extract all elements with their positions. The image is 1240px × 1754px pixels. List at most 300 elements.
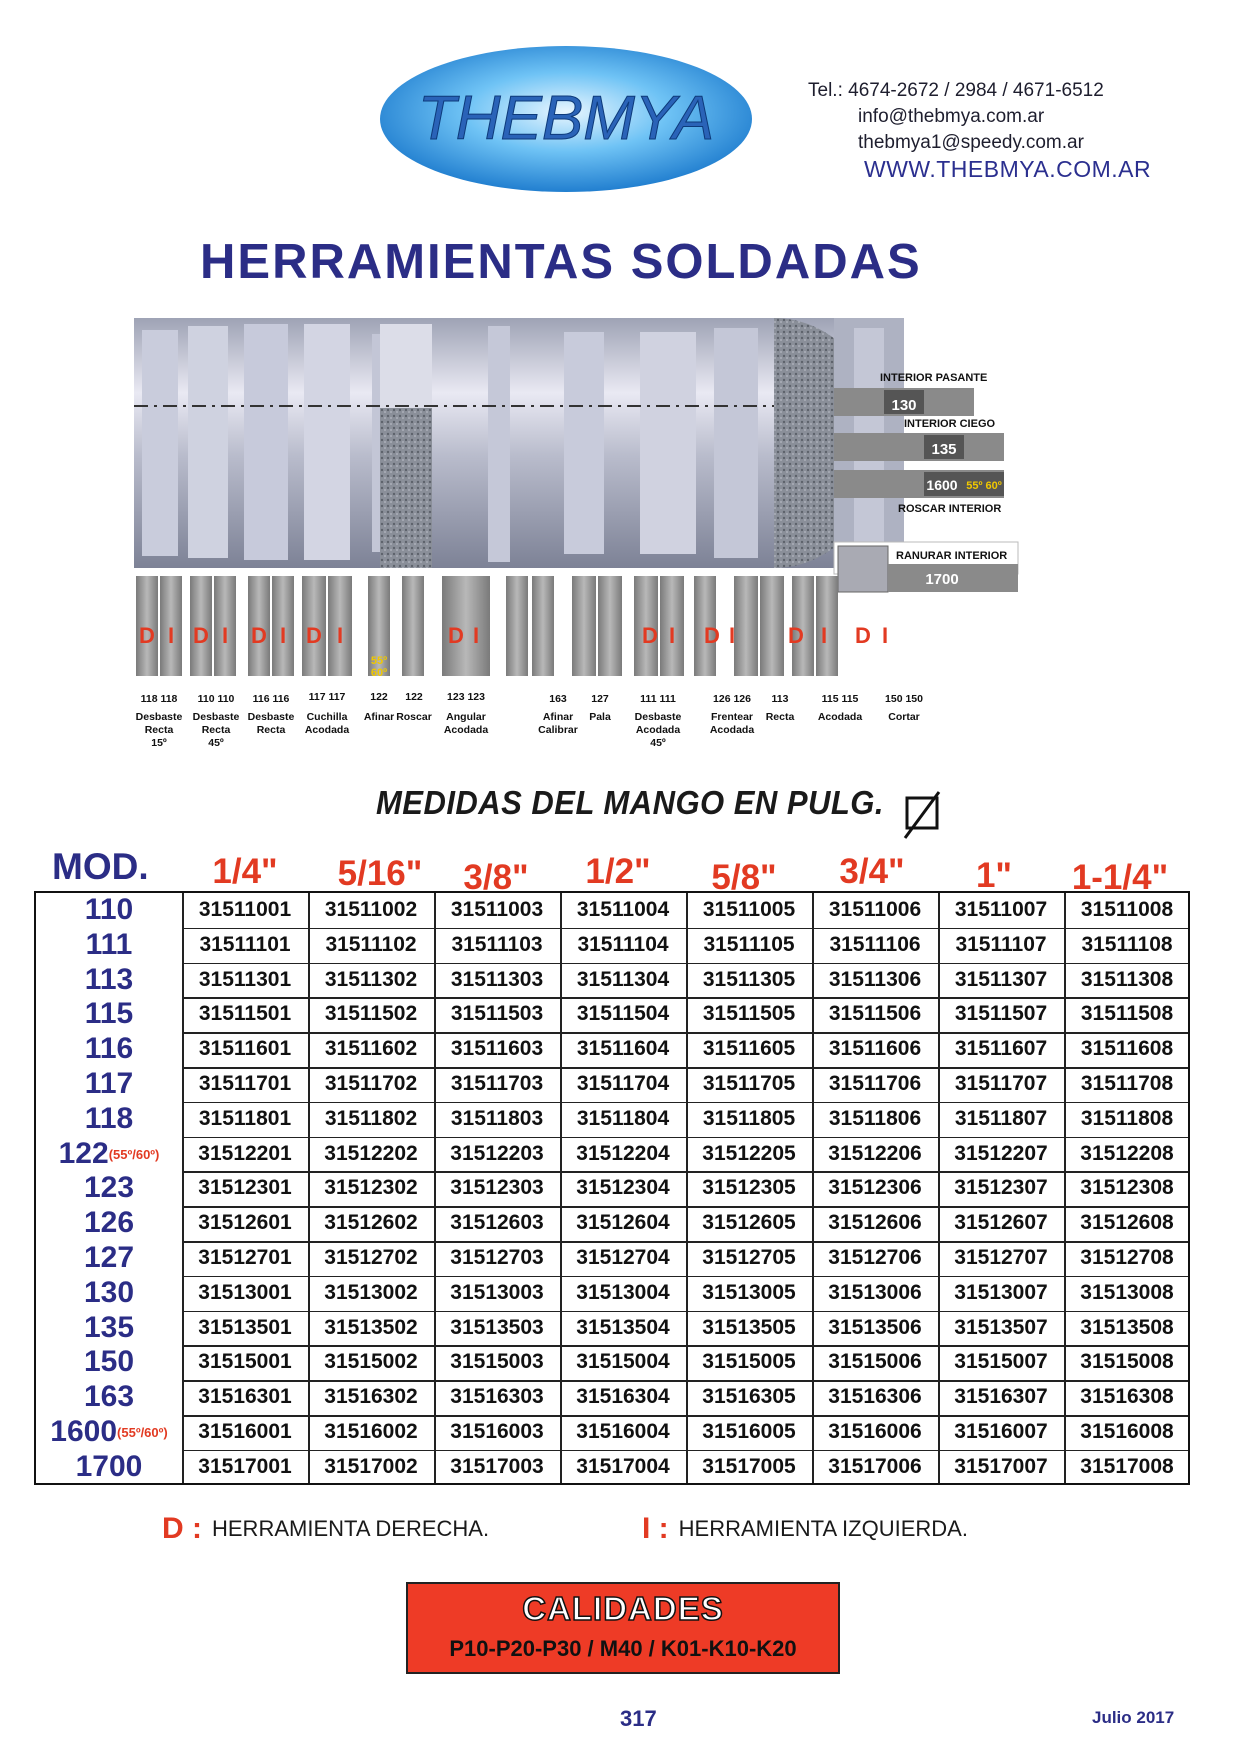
table-row (36, 1241, 1188, 1276)
code-cell: 31511708 (1080, 1072, 1174, 1095)
code-cell: 31511106 (829, 932, 921, 956)
code-cell: 31517002 (324, 1454, 418, 1478)
calidades-grades: P10-P20-P30 / M40 / K01-K10-K20 (449, 1636, 797, 1661)
code-cell: 31513504 (576, 1315, 670, 1339)
table-row (36, 1345, 1188, 1380)
code-cell: 31516307 (954, 1385, 1048, 1409)
code-cell: 31512308 (1080, 1176, 1174, 1200)
table-row (36, 1415, 1188, 1450)
code-cell: 31511808 (1080, 1106, 1174, 1130)
tool-name-line: 45º (208, 737, 224, 749)
table-row (36, 1276, 1188, 1311)
code-cell: 31513505 (702, 1315, 796, 1339)
tool-name-line: Cuchilla (306, 711, 348, 723)
svg-text:I: I (279, 623, 287, 648)
mod-cell (36, 1345, 182, 1379)
shaft-groove (304, 324, 350, 560)
svg-text:I: I (472, 623, 480, 648)
code-cell: 31511803 (450, 1106, 544, 1130)
code-cell: 31511703 (450, 1072, 544, 1095)
tool-name-line: Desbaste (634, 711, 682, 723)
code-cell: 31516301 (198, 1385, 292, 1409)
thebmya-logo (378, 44, 754, 194)
tool-names (136, 711, 920, 749)
code-cell: 31511602 (324, 1037, 418, 1061)
code-cell: 31513501 (198, 1315, 292, 1339)
code-cell: 31511005 (702, 898, 796, 921)
code-cell: 31511706 (828, 1072, 922, 1095)
svg-text:D: D (251, 623, 267, 648)
code-cell: 31517004 (576, 1454, 670, 1478)
code-cell: 31513007 (954, 1280, 1048, 1304)
code-cell: 31515002 (324, 1350, 418, 1374)
mod-cell (36, 1450, 182, 1484)
mod-cell (36, 1276, 182, 1310)
contact-block (808, 78, 1208, 182)
tool-name-line: Recta (256, 724, 286, 736)
svg-text:55º: 55º (370, 655, 388, 667)
code-cell: 31511603 (450, 1037, 544, 1061)
code-cell: 31512202 (324, 1141, 418, 1165)
code-cell: 31511802 (324, 1106, 418, 1130)
svg-text:I: I (881, 623, 889, 648)
code-cell: 31511704 (576, 1072, 670, 1095)
code-cell: 31511007 (954, 898, 1048, 921)
code-cell: 31516008 (1080, 1420, 1174, 1443)
size-header: 1/2" (585, 852, 651, 891)
code-cell: 31511608 (1080, 1037, 1174, 1061)
svg-text:I: I (820, 623, 828, 648)
code-cell: 31516002 (324, 1420, 418, 1443)
mod-number: 118 (84, 1101, 134, 1135)
code-cell: 31515006 (828, 1350, 922, 1374)
code-cell: 31513002 (324, 1280, 418, 1304)
tool-name-line: Pala (589, 711, 611, 723)
code-cell: 31517005 (702, 1454, 796, 1478)
code-cell: 31516304 (576, 1385, 670, 1409)
code-cell: 31511303 (450, 967, 544, 991)
svg-text:116 116: 116 116 (252, 693, 290, 705)
code-cell: 31512702 (324, 1246, 418, 1269)
table-row (36, 1067, 1188, 1102)
code-cell: 31512603 (450, 1211, 544, 1235)
code-cell: 31513506 (828, 1315, 922, 1339)
calidades-title: CALIDADES (522, 1590, 724, 1627)
code-cell: 31516006 (828, 1420, 922, 1443)
legend-left-tool (642, 1512, 968, 1546)
code-cell: 31512706 (828, 1246, 922, 1269)
mod-number: 111 (85, 927, 133, 961)
mod-cell (36, 893, 182, 927)
code-cell: 31516001 (198, 1420, 292, 1443)
tool-name-line: Afinar (363, 711, 395, 723)
page-number: 317 (620, 1706, 657, 1731)
code-cell: 31512307 (954, 1176, 1048, 1200)
code-cell: 31516004 (576, 1420, 670, 1443)
code-cell: 31517003 (450, 1454, 544, 1478)
svg-text:117 117: 117 117 (308, 691, 346, 703)
lathe-tools-illustration (134, 318, 1144, 758)
code-cell: 31515008 (1080, 1350, 1174, 1374)
code-cell: 31511504 (576, 1002, 670, 1026)
code-cell: 31512201 (198, 1141, 292, 1165)
code-cell: 31516306 (828, 1385, 922, 1409)
edition-date: Julio 2017 (1092, 1708, 1175, 1727)
code-cell: 31512601 (198, 1211, 292, 1235)
table-row (36, 1102, 1188, 1137)
code-cell: 31512701 (198, 1246, 292, 1269)
code-cell: 31517001 (198, 1454, 292, 1478)
code-cell: 31512306 (828, 1176, 922, 1200)
svg-text:127: 127 (591, 693, 609, 705)
svg-text:130: 130 (891, 397, 917, 414)
svg-text:D: D (704, 623, 720, 648)
svg-text:D: D (642, 623, 658, 648)
code-cell: 31511101 (199, 932, 291, 956)
code-cell: 31513001 (198, 1280, 292, 1304)
tool-name-line: Frentear (710, 711, 754, 723)
mod-cell (36, 1032, 182, 1066)
code-cell: 31513508 (1080, 1315, 1174, 1339)
mod-cell (36, 928, 182, 962)
code-cell: 31511502 (324, 1002, 418, 1026)
code-cell: 31515004 (576, 1350, 670, 1374)
shaft-groove (188, 326, 228, 558)
table-row (36, 963, 1188, 998)
code-cell: 31511508 (1080, 1002, 1174, 1026)
mod-number: 113 (84, 962, 134, 996)
mod-cell (36, 1415, 182, 1450)
size-header: 3/4" (839, 852, 905, 891)
size-header: 1/4" (212, 852, 278, 891)
size-header: 5/16" (337, 854, 423, 893)
table-row (36, 1171, 1188, 1206)
code-cell: 31511103 (451, 932, 543, 956)
code-cell: 31511108 (1081, 932, 1173, 956)
code-cell: 31512204 (576, 1141, 670, 1165)
code-cell: 31511307 (954, 967, 1048, 991)
tool-name-line: Desbaste (192, 711, 240, 723)
tool-name-line: Recta (144, 724, 174, 736)
calidades-box (406, 1582, 840, 1674)
shaft-groove (564, 332, 604, 554)
code-cell: 31512708 (1080, 1246, 1174, 1269)
code-cell: 31511806 (828, 1106, 922, 1130)
svg-text:110 110: 110 110 (197, 693, 235, 705)
mod-number: 126 (83, 1206, 135, 1240)
diameter-icon (903, 790, 943, 840)
tool-name-line: 15º (151, 737, 167, 749)
mod-cell (36, 1067, 182, 1101)
code-cell: 31511702 (324, 1072, 418, 1095)
code-cell: 31511002 (324, 898, 418, 921)
shaft-groove (640, 332, 696, 554)
code-cell: 31511305 (702, 967, 796, 991)
tool-name-line: Acodada (635, 724, 681, 736)
code-cell: 31511302 (324, 967, 418, 991)
mod-number: 122 (58, 1136, 109, 1170)
code-cell: 31511102 (325, 932, 417, 956)
tool-name-line: Recta (201, 724, 231, 736)
svg-text:D: D (855, 623, 871, 648)
svg-text:1600: 1600 (926, 477, 958, 493)
mod-number: 135 (83, 1310, 135, 1344)
code-cell: 31513004 (576, 1280, 670, 1304)
mod-angle-note: (55º/60º) (117, 1425, 168, 1440)
code-cell: 31511505 (702, 1002, 796, 1026)
mod-number: 150 (83, 1345, 135, 1379)
tool-name-line: Cortar (888, 711, 920, 723)
tool-name-line: Acodada (709, 724, 755, 736)
code-cell: 31512203 (450, 1141, 544, 1165)
tool-name-line: Afinar (542, 711, 574, 723)
code-cell: 31516308 (1080, 1385, 1174, 1409)
tool-name-line: 45º (650, 737, 666, 749)
code-cell: 31512301 (198, 1176, 292, 1200)
code-cell: 31511006 (828, 898, 922, 921)
mod-cell (36, 1311, 182, 1345)
svg-text:THEBMYA: THEBMYA (417, 84, 715, 153)
code-cell: 31511008 (1080, 898, 1174, 921)
svg-text:122: 122 (370, 691, 388, 703)
shaft-groove (714, 328, 758, 558)
table-row (36, 1206, 1188, 1241)
svg-text:I: I (728, 623, 736, 648)
code-cell: 31513503 (450, 1315, 544, 1339)
mod-cell (36, 963, 182, 997)
code-cell: 31511506 (828, 1002, 922, 1026)
mod-angle-note: (55º/60º) (108, 1146, 160, 1162)
code-cell: 31511705 (702, 1072, 796, 1095)
svg-text:I: I (336, 623, 344, 648)
code-cell: 31515007 (954, 1350, 1048, 1374)
code-cell: 31517008 (1080, 1454, 1174, 1478)
code-cell: 31511804 (576, 1106, 670, 1130)
svg-text:INTERIOR CIEGO: INTERIOR CIEGO (904, 418, 996, 430)
svg-text:123 123: 123 123 (447, 691, 485, 703)
mod-number: 123 (83, 1171, 135, 1205)
shaft-groove (244, 324, 288, 560)
code-cell: 31516305 (702, 1385, 796, 1409)
size-header: 1-1/4" (1071, 858, 1169, 897)
mod-cell (36, 1241, 182, 1275)
mod-number: 117 (84, 1067, 134, 1100)
code-cell: 31515003 (450, 1350, 544, 1374)
legend-right-tool (162, 1512, 489, 1546)
mod-number: 130 (83, 1275, 135, 1309)
mod-number: 1700 (75, 1449, 143, 1483)
code-cell: 31516005 (702, 1420, 796, 1443)
website-link[interactable]: WWW.THEBMYA.COM.AR (864, 156, 1152, 182)
code-cell: 31511301 (198, 967, 292, 991)
code-cell: 31516302 (324, 1385, 418, 1409)
svg-text:126 126: 126 126 (713, 693, 751, 705)
code-cell: 31511606 (828, 1037, 922, 1061)
mod-cell (36, 1380, 182, 1414)
code-cell: 31511001 (198, 898, 292, 921)
code-cell: 31511604 (576, 1037, 670, 1061)
size-header: 1" (975, 856, 1013, 895)
svg-text:RANURAR INTERIOR: RANURAR INTERIOR (896, 550, 1008, 562)
svg-text:1700: 1700 (925, 571, 959, 588)
code-cell: 31513507 (954, 1315, 1048, 1339)
table-row (36, 1137, 1188, 1172)
code-cell: 31513502 (324, 1315, 418, 1339)
shaft-groove (142, 330, 178, 556)
tool-name-line: Angular (446, 711, 486, 723)
code-cell: 31511003 (450, 898, 544, 921)
tool-name-line: Acodada (443, 724, 489, 736)
mod-number: 115 (84, 997, 134, 1031)
code-cell: 31511501 (198, 1002, 292, 1026)
code-cell: 31512704 (576, 1246, 670, 1269)
code-cell: 31512703 (450, 1246, 544, 1269)
table-row (36, 1032, 1188, 1067)
bar-1700 (838, 546, 888, 592)
thread-section (380, 408, 432, 568)
code-cell: 31515005 (702, 1350, 796, 1374)
svg-text:D: D (306, 623, 322, 648)
table-row (36, 1450, 1188, 1485)
svg-text:118 118: 118 118 (140, 693, 178, 705)
svg-text:INTERIOR PASANTE: INTERIOR PASANTE (880, 372, 988, 384)
code-cell: 31515001 (198, 1350, 292, 1374)
code-cell: 31516303 (450, 1385, 544, 1409)
table-row (36, 1380, 1188, 1415)
code-cell: 31511308 (1080, 967, 1174, 991)
code-cell: 31512606 (828, 1211, 922, 1235)
svg-text:D: D (139, 623, 155, 648)
code-cell: 31511105 (703, 932, 795, 956)
code-cell: 31512303 (450, 1176, 544, 1200)
code-cell: 31511503 (450, 1002, 544, 1026)
shaft-groove (488, 326, 510, 562)
svg-text:111 111: 111 111 (640, 693, 676, 705)
code-cell: 31512304 (576, 1176, 670, 1200)
code-cell: 31511605 (702, 1037, 796, 1061)
code-cell: 31512205 (702, 1141, 796, 1165)
size-header: 5/8" (711, 858, 777, 897)
code-cell: 31511304 (576, 967, 670, 991)
svg-text:I: I (167, 623, 175, 648)
legend-d-key: D : (162, 1512, 202, 1545)
legend-i-key: I : (642, 1512, 669, 1545)
code-cell: 31513008 (1080, 1280, 1174, 1304)
code-cell: 31512608 (1080, 1211, 1174, 1235)
mod-cell (36, 1171, 182, 1205)
table-row (36, 893, 1188, 928)
mod-cell (36, 997, 182, 1031)
svg-text:I: I (221, 623, 229, 648)
svg-text:D: D (788, 623, 804, 648)
code-cell: 31512602 (324, 1211, 418, 1235)
code-cell: 31516003 (450, 1420, 544, 1443)
mod-column-header: MOD. (52, 846, 149, 887)
phone-text: Tel.: 4674-2672 / 2984 / 4671-6512 (808, 80, 1104, 101)
code-cell: 31512604 (576, 1211, 670, 1235)
codes-table (34, 891, 1190, 1485)
mod-number: 110 (84, 893, 134, 926)
legend-d-text: HERRAMIENTA DERECHA. (212, 1516, 490, 1541)
svg-text:I: I (668, 623, 676, 648)
code-cell: 31513003 (450, 1280, 544, 1304)
code-cell: 31513005 (702, 1280, 796, 1304)
code-cell: 31513006 (828, 1280, 922, 1304)
code-cell: 31511306 (828, 967, 922, 991)
section-title: MEDIDAS DEL MANGO EN PULG. (376, 784, 884, 821)
tool-name-line: Calibrar (538, 724, 578, 736)
tool-name-line: Recta (765, 711, 795, 723)
code-cell: 31512302 (324, 1176, 418, 1200)
legend-i-text: HERRAMIENTA IZQUIERDA. (678, 1516, 968, 1541)
code-cell: 31511801 (198, 1106, 292, 1130)
table-row (36, 928, 1188, 963)
code-cell: 31511107 (955, 932, 1047, 956)
code-cell: 31512705 (702, 1246, 796, 1269)
code-cell: 31512707 (954, 1246, 1048, 1269)
code-cell: 31512607 (954, 1211, 1048, 1235)
code-cell: 31511707 (954, 1072, 1048, 1095)
tool-name-line: Desbaste (247, 711, 295, 723)
tool-labels (141, 691, 924, 705)
svg-text:ROSCAR INTERIOR: ROSCAR INTERIOR (898, 503, 1002, 515)
code-cell: 31511607 (954, 1037, 1048, 1061)
bar-135 (834, 433, 1004, 461)
code-cell: 31517006 (828, 1454, 922, 1478)
size-header: 3/8" (463, 858, 529, 897)
mod-cell (36, 1137, 182, 1172)
tool-name-line: Acodada (304, 724, 350, 736)
svg-text:163: 163 (549, 693, 567, 705)
svg-text:113: 113 (771, 693, 789, 705)
mod-number: 163 (83, 1380, 135, 1414)
code-cell: 31512605 (702, 1211, 796, 1235)
code-cell: 31511701 (198, 1072, 292, 1095)
page-title: HERRAMIENTAS SOLDADAS (200, 235, 922, 289)
email-link-info[interactable]: info@thebmya.com.ar (858, 106, 1045, 127)
svg-text:122: 122 (405, 691, 423, 703)
table-row (36, 1311, 1188, 1346)
svg-text:135: 135 (931, 441, 957, 458)
svg-text:60º: 60º (370, 667, 388, 679)
mod-cell (36, 1102, 182, 1136)
code-cell: 31512206 (828, 1141, 922, 1165)
code-cell: 31512305 (702, 1176, 796, 1200)
thread-section (380, 324, 432, 408)
mod-number: 127 (83, 1241, 135, 1274)
svg-text:D: D (448, 623, 464, 648)
tool-name-line: Desbaste (135, 711, 183, 723)
code-cell: 31511507 (954, 1002, 1048, 1026)
svg-text:D: D (193, 623, 209, 648)
code-cell: 31516007 (954, 1420, 1048, 1443)
svg-text:55º 60º: 55º 60º (966, 480, 1002, 492)
svg-text:150 150: 150 150 (885, 693, 923, 705)
tool-name-line: Acodada (817, 711, 863, 723)
mod-cell (36, 1206, 182, 1240)
code-cell: 31511601 (198, 1037, 292, 1061)
email-link-speedy[interactable]: thebmya1@speedy.com.ar (858, 132, 1084, 153)
code-cell: 31511807 (954, 1106, 1048, 1130)
code-cell: 31517007 (954, 1454, 1048, 1478)
code-cell: 31512208 (1080, 1141, 1174, 1165)
mod-number: 1600 (50, 1415, 118, 1448)
code-cell: 31511805 (702, 1106, 796, 1130)
code-cell: 31511004 (576, 898, 670, 921)
tool-name-line: Roscar (396, 711, 432, 723)
svg-text:115 115: 115 115 (821, 693, 859, 705)
table-row (36, 997, 1188, 1032)
